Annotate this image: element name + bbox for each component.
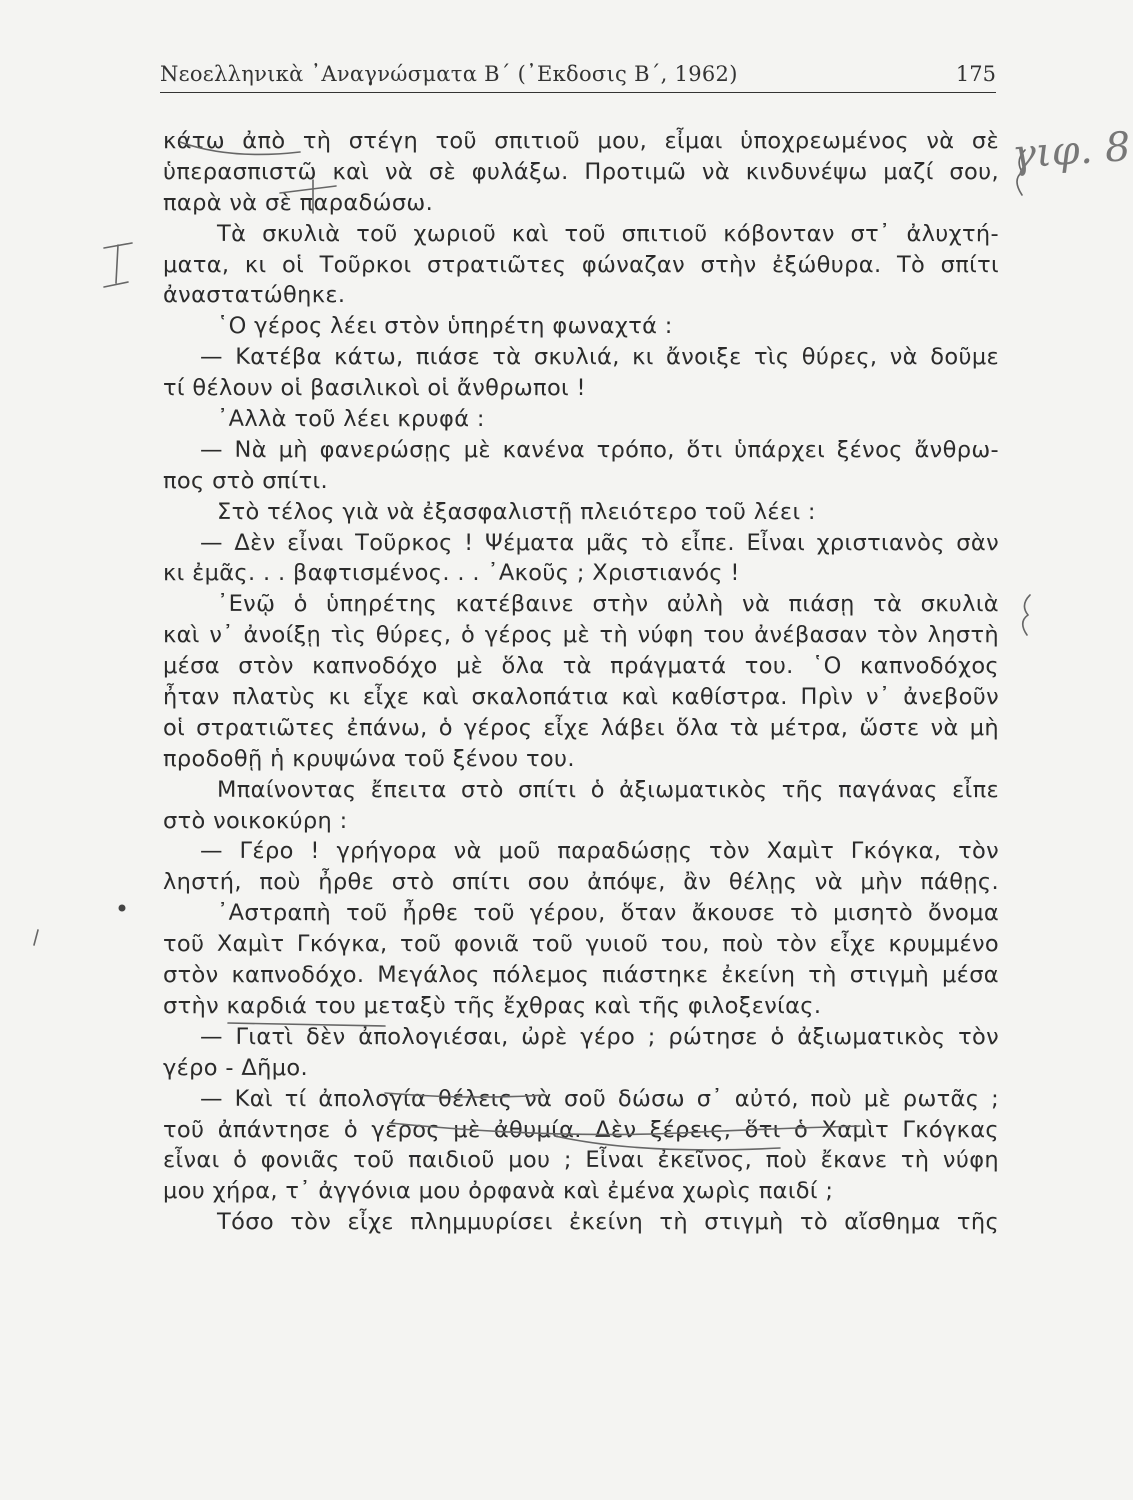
header-title: Νεοελληνικὰ ᾿Αναγνώσματα Β΄ (᾿Εκδοσις Β΄, 1962): [160, 62, 738, 86]
text-line: τοῦ Χαμὶτ Γκόγκα, τοῦ φονιᾶ τοῦ γυιοῦ του, ποὺ τὸν εἶχε κρυμμένο: [163, 931, 999, 958]
roman-one-mark: [104, 243, 132, 287]
text-line: — Γιατὶ δὲν ἀπολογιέσαι, ὠρὲ γέρο ; ρώτησε ὁ ἀξιωματικὸς τὸν: [200, 1023, 999, 1050]
text-line: οἱ στρατιῶτες ἐπάνω, ὁ γέρος εἶχε λάβει ὅλα τὰ μέτρα, ὥστε νὰ μὴ: [163, 714, 999, 741]
text-line: ἀναστατώθηκε.: [163, 282, 346, 309]
text-line: παρὰ νὰ σὲ παραδώσω.: [163, 189, 434, 216]
margin-dash: [34, 930, 38, 945]
text-line: ᾿Αλλὰ τοῦ λέει κρυφά :: [217, 406, 485, 433]
text-line: προδοθῇ ἡ κρυψώνα τοῦ ξένου του.: [163, 745, 575, 772]
text-line: τοῦ ἀπάντησε ὁ γέρος μὲ ἀθυμία. Δὲν ξέρεις, ὅτι ὁ Χαμὶτ Γκόγκας: [163, 1116, 999, 1143]
text-line: καὶ ν᾿ ἀνοίξῃ τὶς θύρες, ὁ γέρος μὲ τὴ νύφη του ἀνέβασαν τὸν ληστὴ: [163, 622, 999, 649]
text-line: στὴν καρδιά του μεταξὺ τῆς ἔχθρας καὶ τῆς φιλοξενίας.: [163, 992, 822, 1019]
text-line: Τόσο τὸν εἶχε πλημμυρίσει ἐκείνη τὴ στιγμὴ τὸ αἴσθημα τῆς: [217, 1209, 999, 1236]
text-line: — Καὶ τί ἀπολογία θέλεις νὰ σοῦ δώσω σ᾿ αὐτό, ποὺ μὲ ρωτᾶς ;: [200, 1085, 999, 1112]
text-line: Στὸ τέλος γιὰ νὰ ἐξασφαλιστῇ πλειότερο τοῦ λέει :: [217, 498, 816, 525]
text-line: ὑπερασπιστῶ καὶ νὰ σὲ φυλάξω. Προτιμῶ νὰ κινδυνέψω μαζί σου,: [163, 158, 999, 185]
text-line: κάτω ἀπὸ τὴ στέγη τοῦ σπιτιοῦ μου, εἶμαι ὑποχρεωμένος νὰ σὲ: [163, 128, 999, 154]
text-line: ματα, κι οἱ Τοῦρκοι στρατιῶτες φώναζαν στὴν ἐξώθυρα. Τὸ σπίτι: [163, 251, 999, 278]
text-line: Μπαίνοντας ἔπειτα στὸ σπίτι ὁ ἀξιωματικὸς τῆς παγάνας εἶπε: [217, 776, 999, 803]
body-text: [163, 126, 999, 1238]
text-line: μου χήρα, τ᾿ ἀγγόνια μου ὀρφανὰ καὶ ἐμένα χωρὶς παιδί ;: [163, 1178, 834, 1205]
margin-handwritten-note: γιφ. 8: [1010, 123, 1132, 179]
text-line: — Νὰ μὴ φανερώσῃς μὲ κανένα τρόπο, ὅτι ὑπάρχει ξένος ἄνθρω-: [200, 436, 999, 463]
bracket-mark-mid: [1023, 595, 1030, 635]
text-line: — Κατέβα κάτω, πιάσε τὰ σκυλιά, κι ἄνοιξε τὶς θύρες, νὰ δοῦμε: [200, 344, 999, 371]
text-line: ᾿Αστραπὴ τοῦ ἦρθε τοῦ γέρου, ὅταν ἄκουσε τὸ μισητὸ ὄνομα: [217, 900, 999, 927]
text-line: ῾Ο γέρος λέει στὸν ὑπηρέτη φωναχτά :: [217, 313, 673, 340]
text-line: στὸ νοικοκύρη :: [163, 807, 348, 834]
text-line: τί θέλουν οἱ βασιλικοὶ οἱ ἄνθρωποι !: [163, 375, 586, 402]
page-number: 175: [955, 62, 996, 86]
margin-dot: [119, 905, 126, 912]
text-line: στὸν καπνοδόχο. Μεγάλος πόλεμος πιάστηκε ἐκείνη τὴ στιγμὴ μέσα: [163, 962, 999, 989]
text-line: Τὰ σκυλιὰ τοῦ χωριοῦ καὶ τοῦ σπιτιοῦ κόβονταν στ᾿ ἀλυχτή-: [217, 220, 999, 247]
text-line: ἦταν πλατὺς κι εἶχε καὶ σκαλοπάτια καὶ καθίστρα. Πρὶν ν᾿ ἀνεβοῦν: [163, 684, 999, 711]
text-line: εἶναι ὁ φονιᾶς τοῦ παιδιοῦ μου ; Εἶναι ἐκεῖνος, ποὺ ἔκανε τὴ νύφη: [163, 1147, 999, 1174]
text-line: κι ἐμᾶς. . . βαφτισμένος. . . ᾿Ακοῦς ; Χριστιανός !: [163, 560, 740, 587]
running-header: [160, 58, 996, 93]
text-line: πος στὸ σπίτι.: [163, 467, 329, 494]
text-line: μέσα στὸν καπνοδόχο μὲ ὅλα τὰ πράγματά του. ῾Ο καπνοδόχος: [163, 653, 999, 680]
text-line: ληστή, ποὺ ἦρθε στὸ σπίτι σου ἀπόψε, ἂν θέλῃς νὰ μὴν πάθῃς.: [163, 869, 999, 896]
text-line: — Γέρο ! γρήγορα νὰ μοῦ παραδώσῃς τὸν Χαμὶτ Γκόγκα, τὸν: [200, 838, 999, 865]
text-line: — Δὲν εἶναι Τοῦρκος ! Ψέματα μᾶς τὸ εἶπε. Εἶναι χριστιανὸς σὰν: [200, 529, 999, 556]
text-line: γέρο - Δῆμο.: [163, 1054, 309, 1081]
text-line: ᾿Ενῷ ὁ ὑπηρέτης κατέβαινε στὴν αὐλὴ νὰ πιάσῃ τὰ σκυλιὰ: [217, 591, 999, 618]
